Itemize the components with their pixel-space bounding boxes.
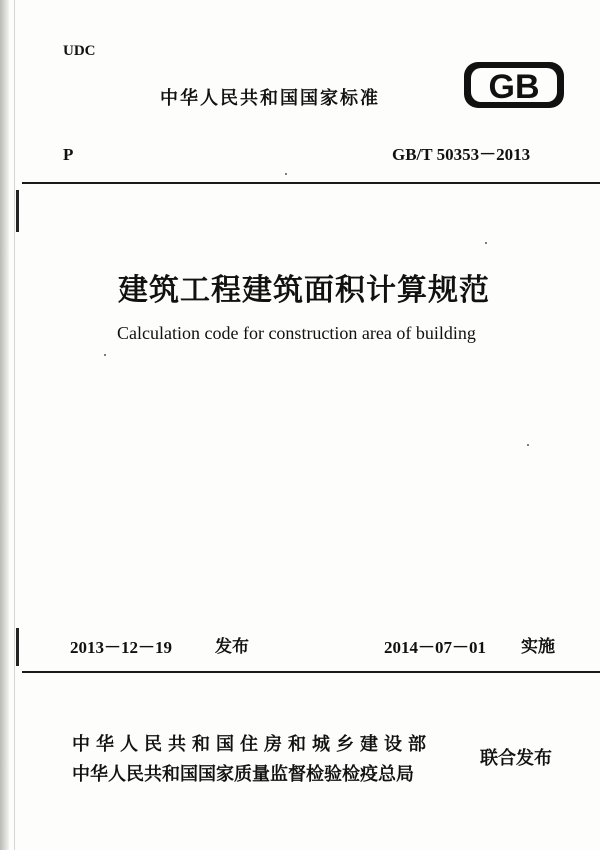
classification-label: P — [63, 145, 74, 164]
issue-label: 发布 — [215, 637, 249, 657]
spine-edge-line — [14, 0, 15, 850]
gb-logo-text: GB — [488, 68, 540, 106]
effective-date: 2014－07－01 — [384, 638, 486, 657]
joint-issue-label: 联合发布 — [480, 748, 552, 769]
paper-speck — [527, 444, 529, 446]
paper-speck — [285, 173, 287, 175]
standard-code: GB/T 50353－2013 — [392, 145, 531, 164]
binding-mark — [16, 190, 19, 232]
binding-spine — [0, 0, 9, 850]
paper-speck — [485, 242, 487, 244]
document-title-zh: 建筑工程建筑面积计算规范 — [118, 273, 490, 308]
header-divider — [22, 182, 600, 184]
udc-label: UDC — [63, 43, 96, 59]
paper-speck — [104, 354, 106, 356]
issuer-line-1: 中华人民共和国住房和城乡建设部 — [72, 734, 432, 755]
issuer-line-2: 中华人民共和国国家质量监督检验检疫总局 — [72, 764, 414, 785]
effective-label: 实施 — [521, 637, 555, 657]
standard-type-title: 中华人民共和国国家标准 — [160, 88, 380, 109]
footer-divider — [22, 671, 600, 673]
gb-logo — [462, 60, 566, 110]
issue-date: 2013－12－19 — [70, 638, 172, 657]
document-title-en: Calculation code for construction area of building — [117, 323, 476, 343]
binding-mark — [16, 628, 19, 666]
